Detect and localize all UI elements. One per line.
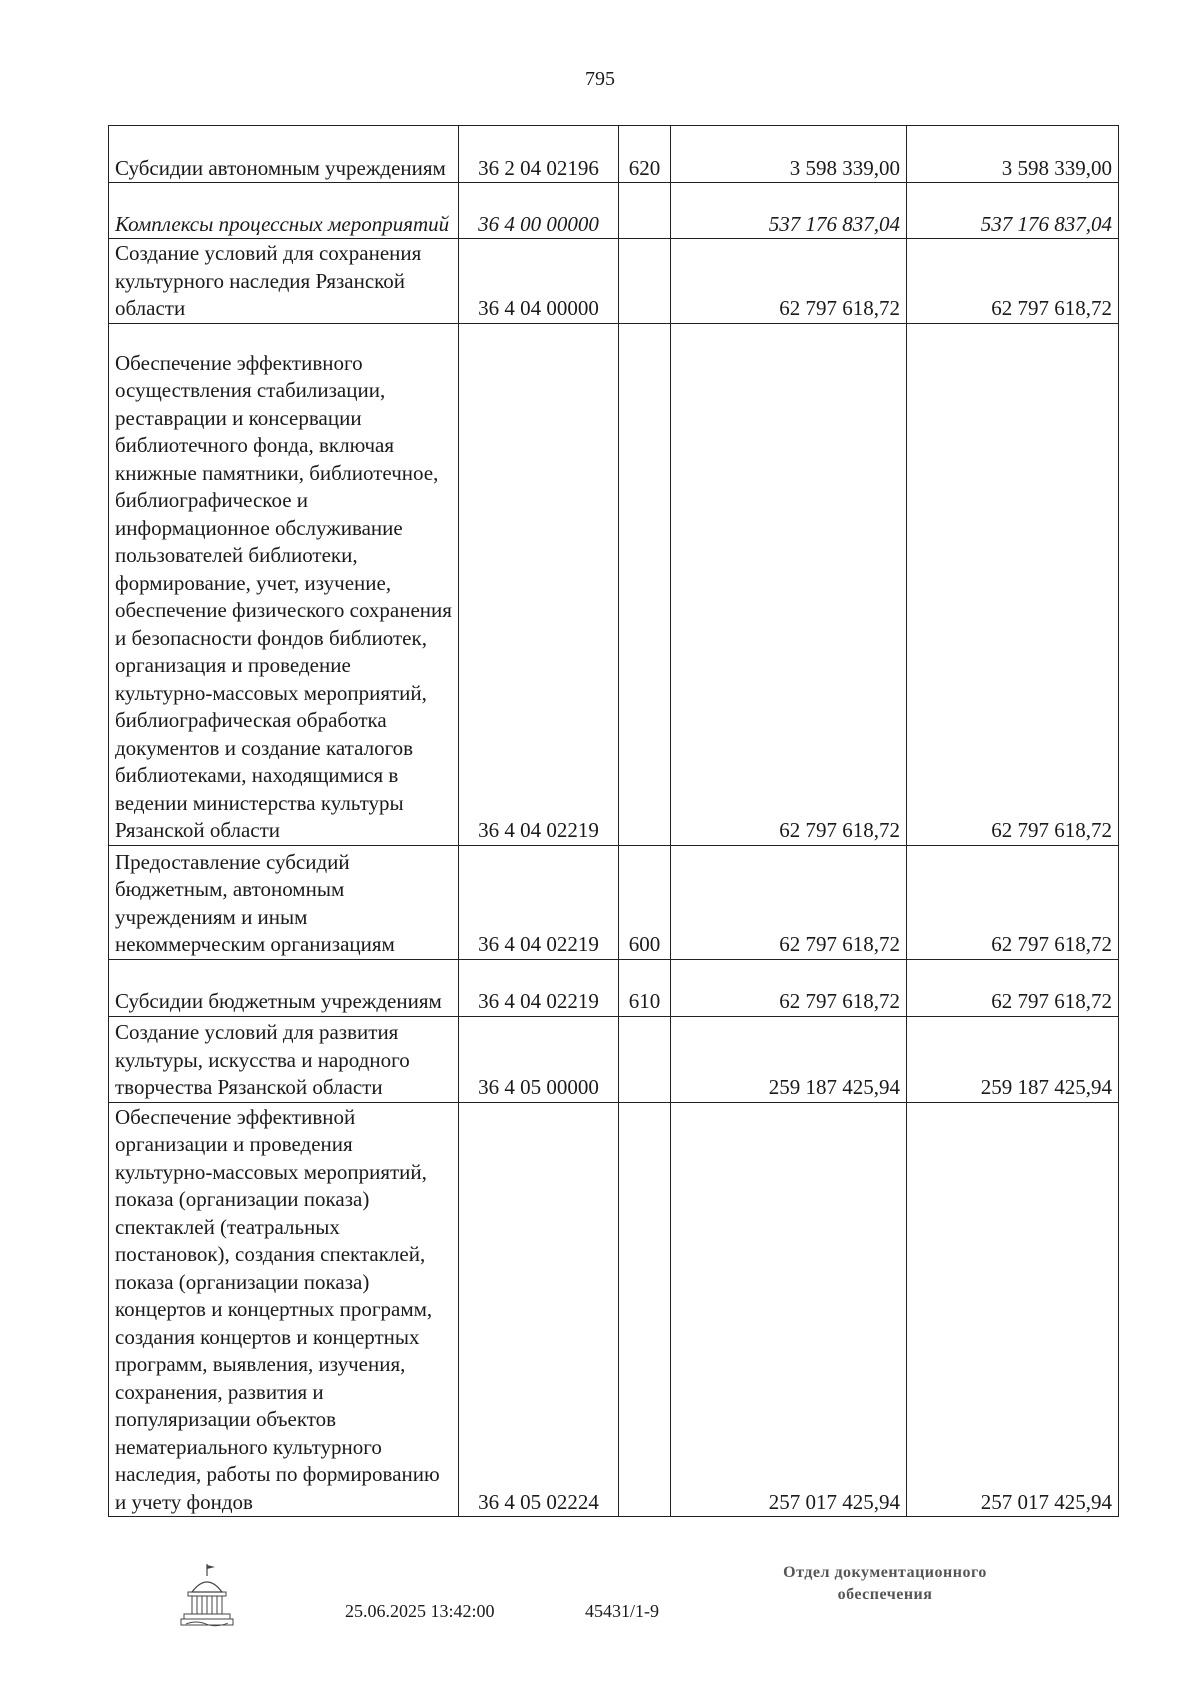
row-vr-code (619, 183, 671, 239)
row-csr-code: 36 4 05 02224 (459, 1102, 619, 1517)
table-row (109, 183, 1119, 239)
row-vr-code: 610 (619, 959, 671, 1016)
row-vr-code: 600 (619, 845, 671, 959)
duma-building-emblem-icon (178, 1562, 236, 1630)
row-vr-code (619, 239, 671, 324)
row-sum-2: 3 598 339,00 (907, 126, 1119, 183)
row-csr-code: 36 4 04 02219 (459, 323, 619, 845)
row-name: Создание условий для сохранения культурного наследия Рязанской области (109, 239, 459, 324)
table-row (109, 1102, 1119, 1517)
row-csr-code: 36 2 04 02196 (459, 126, 619, 183)
row-name: Субсидии автономным учреждениям (109, 126, 459, 183)
row-sum-1: 62 797 618,72 (671, 323, 907, 845)
page-number: 795 (585, 68, 615, 90)
budget-table (108, 125, 1119, 1517)
row-sum-1: 257 017 425,94 (671, 1102, 907, 1517)
row-sum-2: 257 017 425,94 (907, 1102, 1119, 1517)
row-vr-code (619, 1102, 671, 1517)
footer-registration-number: 45431/1-9 (585, 1601, 659, 1621)
row-sum-2: 62 797 618,72 (907, 239, 1119, 324)
row-sum-1: 62 797 618,72 (671, 239, 907, 324)
row-sum-2: 259 187 425,94 (907, 1016, 1119, 1102)
row-sum-1: 3 598 339,00 (671, 126, 907, 183)
table-row (109, 845, 1119, 959)
footer-date: 25.06.2025 13:42:00 (345, 1601, 495, 1621)
row-name: Обеспечение эффективного осуществления стабилизации, реставрации и консервации библиотечного фонда, включая книжные памятники, библиотечное, библиографическое и информационное обслуживание пользователей библиотеки, формирование, учет, изучение, обеспечение физического сохранения и безопасности фондов библиотек, организация и проведение культурно-массовых мероприятий, библиографическая обработка документов и создание каталогов библиотеками, находящимися в ведении министерства культуры Рязанской области (109, 323, 459, 845)
stamp-line-1: Отдел документационного (783, 1564, 987, 1581)
row-name: Обеспечение эффективной организации и проведения культурно-массовых мероприятий, показа (организации показа) спектаклей (театральных постановок), создания спектаклей, показа (организации показа) концертов и концертных программ, создания концертов и концертных программ, выявления, изучения, сохранения, развития и популяризации объектов нематериального культурного наследия, работы по формированию и учету фондов (109, 1102, 459, 1517)
row-csr-code: 36 4 04 00000 (459, 239, 619, 324)
row-sum-1: 62 797 618,72 (671, 845, 907, 959)
row-csr-code: 36 4 00 00000 (459, 183, 619, 239)
row-name: Предоставление субсидий бюджетным, автономным учреждениям и иным некоммерческим организациям (109, 845, 459, 959)
row-name: Субсидии бюджетным учреждениям (109, 959, 459, 1016)
row-sum-1: 259 187 425,94 (671, 1016, 907, 1102)
row-sum-1: 537 176 837,04 (671, 183, 907, 239)
row-sum-1: 62 797 618,72 (671, 959, 907, 1016)
row-name: Создание условий для развития культуры, искусства и народного творчества Рязанской области (109, 1016, 459, 1102)
row-sum-2: 62 797 618,72 (907, 323, 1119, 845)
table-row (109, 126, 1119, 183)
row-sum-2: 537 176 837,04 (907, 183, 1119, 239)
table-row (109, 959, 1119, 1016)
row-csr-code: 36 4 04 02219 (459, 845, 619, 959)
row-vr-code (619, 323, 671, 845)
stamp-line-2: обеспечения (837, 1586, 933, 1603)
row-csr-code: 36 4 05 00000 (459, 1016, 619, 1102)
row-sum-2: 62 797 618,72 (907, 959, 1119, 1016)
table-row (109, 323, 1119, 845)
table-row (109, 239, 1119, 324)
table-row (109, 1016, 1119, 1102)
department-stamp (735, 1562, 1035, 1606)
row-vr-code: 620 (619, 126, 671, 183)
row-csr-code: 36 4 04 02219 (459, 959, 619, 1016)
row-sum-2: 62 797 618,72 (907, 845, 1119, 959)
row-name: Комплексы процессных мероприятий (109, 183, 459, 239)
row-vr-code (619, 1016, 671, 1102)
